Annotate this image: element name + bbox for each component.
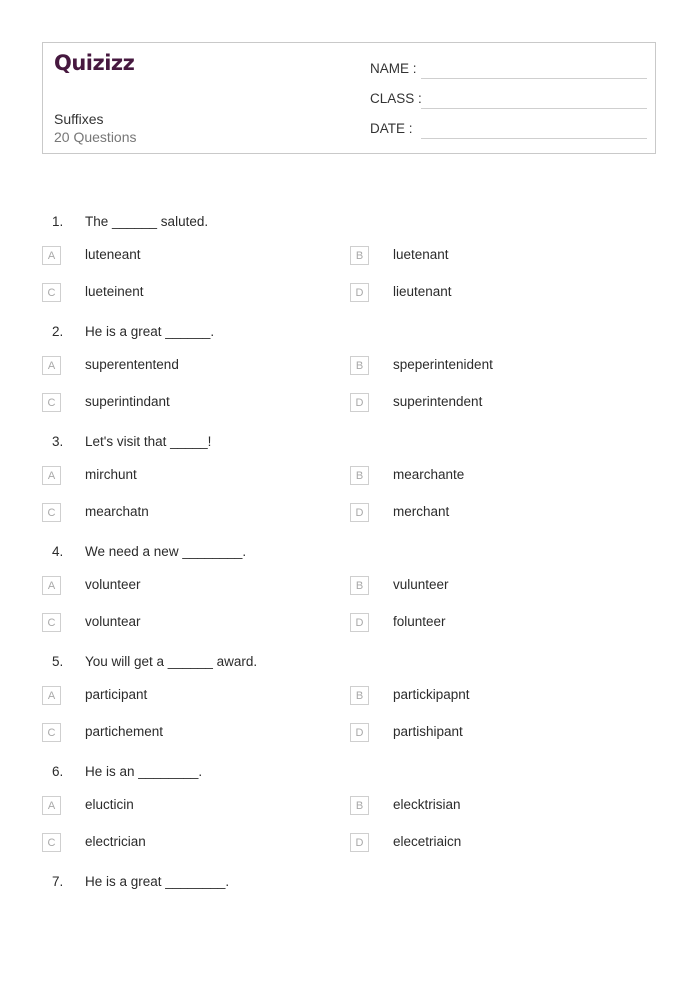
option-row [0,571,700,608]
question-row [0,205,700,241]
option-letter-box[interactable]: A [42,466,61,485]
question-row [0,315,700,351]
option-text: luteneant [85,247,141,262]
name-label: NAME : [370,61,417,76]
question-text: We need a new ________. [85,544,247,559]
option-text: luetenant [393,247,449,262]
option-letter-box[interactable]: D [350,393,369,412]
option-text: merchant [393,504,450,519]
option-text: folunteer [393,614,446,629]
option-letter-box[interactable]: D [350,613,369,632]
question-number: 3. [52,434,64,449]
question-text: He is a great ______. [85,324,215,339]
option-row [0,718,700,755]
date-field[interactable] [421,138,647,139]
question-4 [0,535,700,645]
option-letter-box[interactable]: B [350,796,369,815]
option-row [0,388,700,425]
option-row [0,681,700,718]
worksheet-header [42,42,656,154]
question-row [0,755,700,791]
option-letter-box[interactable]: B [350,576,369,595]
option-text: lieutenant [393,284,452,299]
option-row [0,608,700,645]
option-letter-box[interactable]: D [350,723,369,742]
option-letter-box[interactable]: C [42,613,61,632]
question-number: 2. [52,324,64,339]
option-letter-box[interactable]: A [42,686,61,705]
option-text: superintendent [393,394,483,409]
option-letter-box[interactable]: C [42,723,61,742]
option-letter-box[interactable]: D [350,833,369,852]
option-text: superintindant [85,394,170,409]
option-letter-box[interactable]: C [42,393,61,412]
option-letter-box[interactable]: B [350,356,369,375]
question-number: 4. [52,544,64,559]
question-number: 5. [52,654,64,669]
option-text: participant [85,687,148,702]
question-count: 20 Questions [54,129,137,145]
question-text: The ______ saluted. [85,214,209,229]
option-text: partishipant [393,724,463,739]
option-letter-box[interactable]: C [42,833,61,852]
question-text: Let's visit that _____! [85,434,212,449]
question-row [0,535,700,571]
option-letter-box[interactable]: A [42,576,61,595]
option-letter-box[interactable]: D [350,503,369,522]
option-text: superententend [85,357,179,372]
name-field[interactable] [421,78,647,79]
option-text: vulunteer [393,577,449,592]
class-label: CLASS : [370,91,422,106]
option-letter-box[interactable]: C [42,283,61,302]
question-row [0,645,700,681]
option-text: mearchante [393,467,465,482]
option-row [0,461,700,498]
option-letter-box[interactable]: A [42,356,61,375]
question-2 [0,315,700,425]
option-row [0,351,700,388]
option-text: mirchunt [85,467,137,482]
option-text: lueteinent [85,284,144,299]
option-row [0,828,700,865]
question-text: You will get a ______ award. [85,654,258,669]
option-text: elecktrisian [393,797,461,812]
option-row [0,241,700,278]
option-letter-box[interactable]: A [42,796,61,815]
option-text: electrician [85,834,146,849]
question-3 [0,425,700,535]
question-row [0,865,700,901]
option-text: volunteer [85,577,141,592]
quizizz-logo: Quizizz [54,51,135,75]
option-text: speperintenident [393,357,493,372]
option-text: mearchatn [85,504,149,519]
question-text: He is an ________. [85,764,203,779]
option-letter-box[interactable]: B [350,246,369,265]
option-row [0,498,700,535]
option-text: voluntear [85,614,141,629]
option-letter-box[interactable]: C [42,503,61,522]
question-row [0,425,700,461]
option-letter-box[interactable]: B [350,686,369,705]
date-label: DATE : [370,121,413,136]
question-1 [0,205,700,315]
option-letter-box[interactable]: B [350,466,369,485]
question-number: 6. [52,764,64,779]
question-5 [0,645,700,755]
option-text: elecetriaicn [393,834,462,849]
option-text: elucticin [85,797,134,812]
option-letter-box[interactable]: D [350,283,369,302]
option-row [0,791,700,828]
option-letter-box[interactable]: A [42,246,61,265]
question-text: He is a great ________. [85,874,230,889]
option-text: partichement [85,724,164,739]
option-text: partickipapnt [393,687,470,702]
question-number: 1. [52,214,64,229]
class-field[interactable] [421,108,647,109]
question-6 [0,755,700,865]
option-row [0,278,700,315]
question-list [0,205,700,901]
question-7 [0,865,700,901]
worksheet-title: Suffixes [54,111,104,127]
question-number: 7. [52,874,64,889]
